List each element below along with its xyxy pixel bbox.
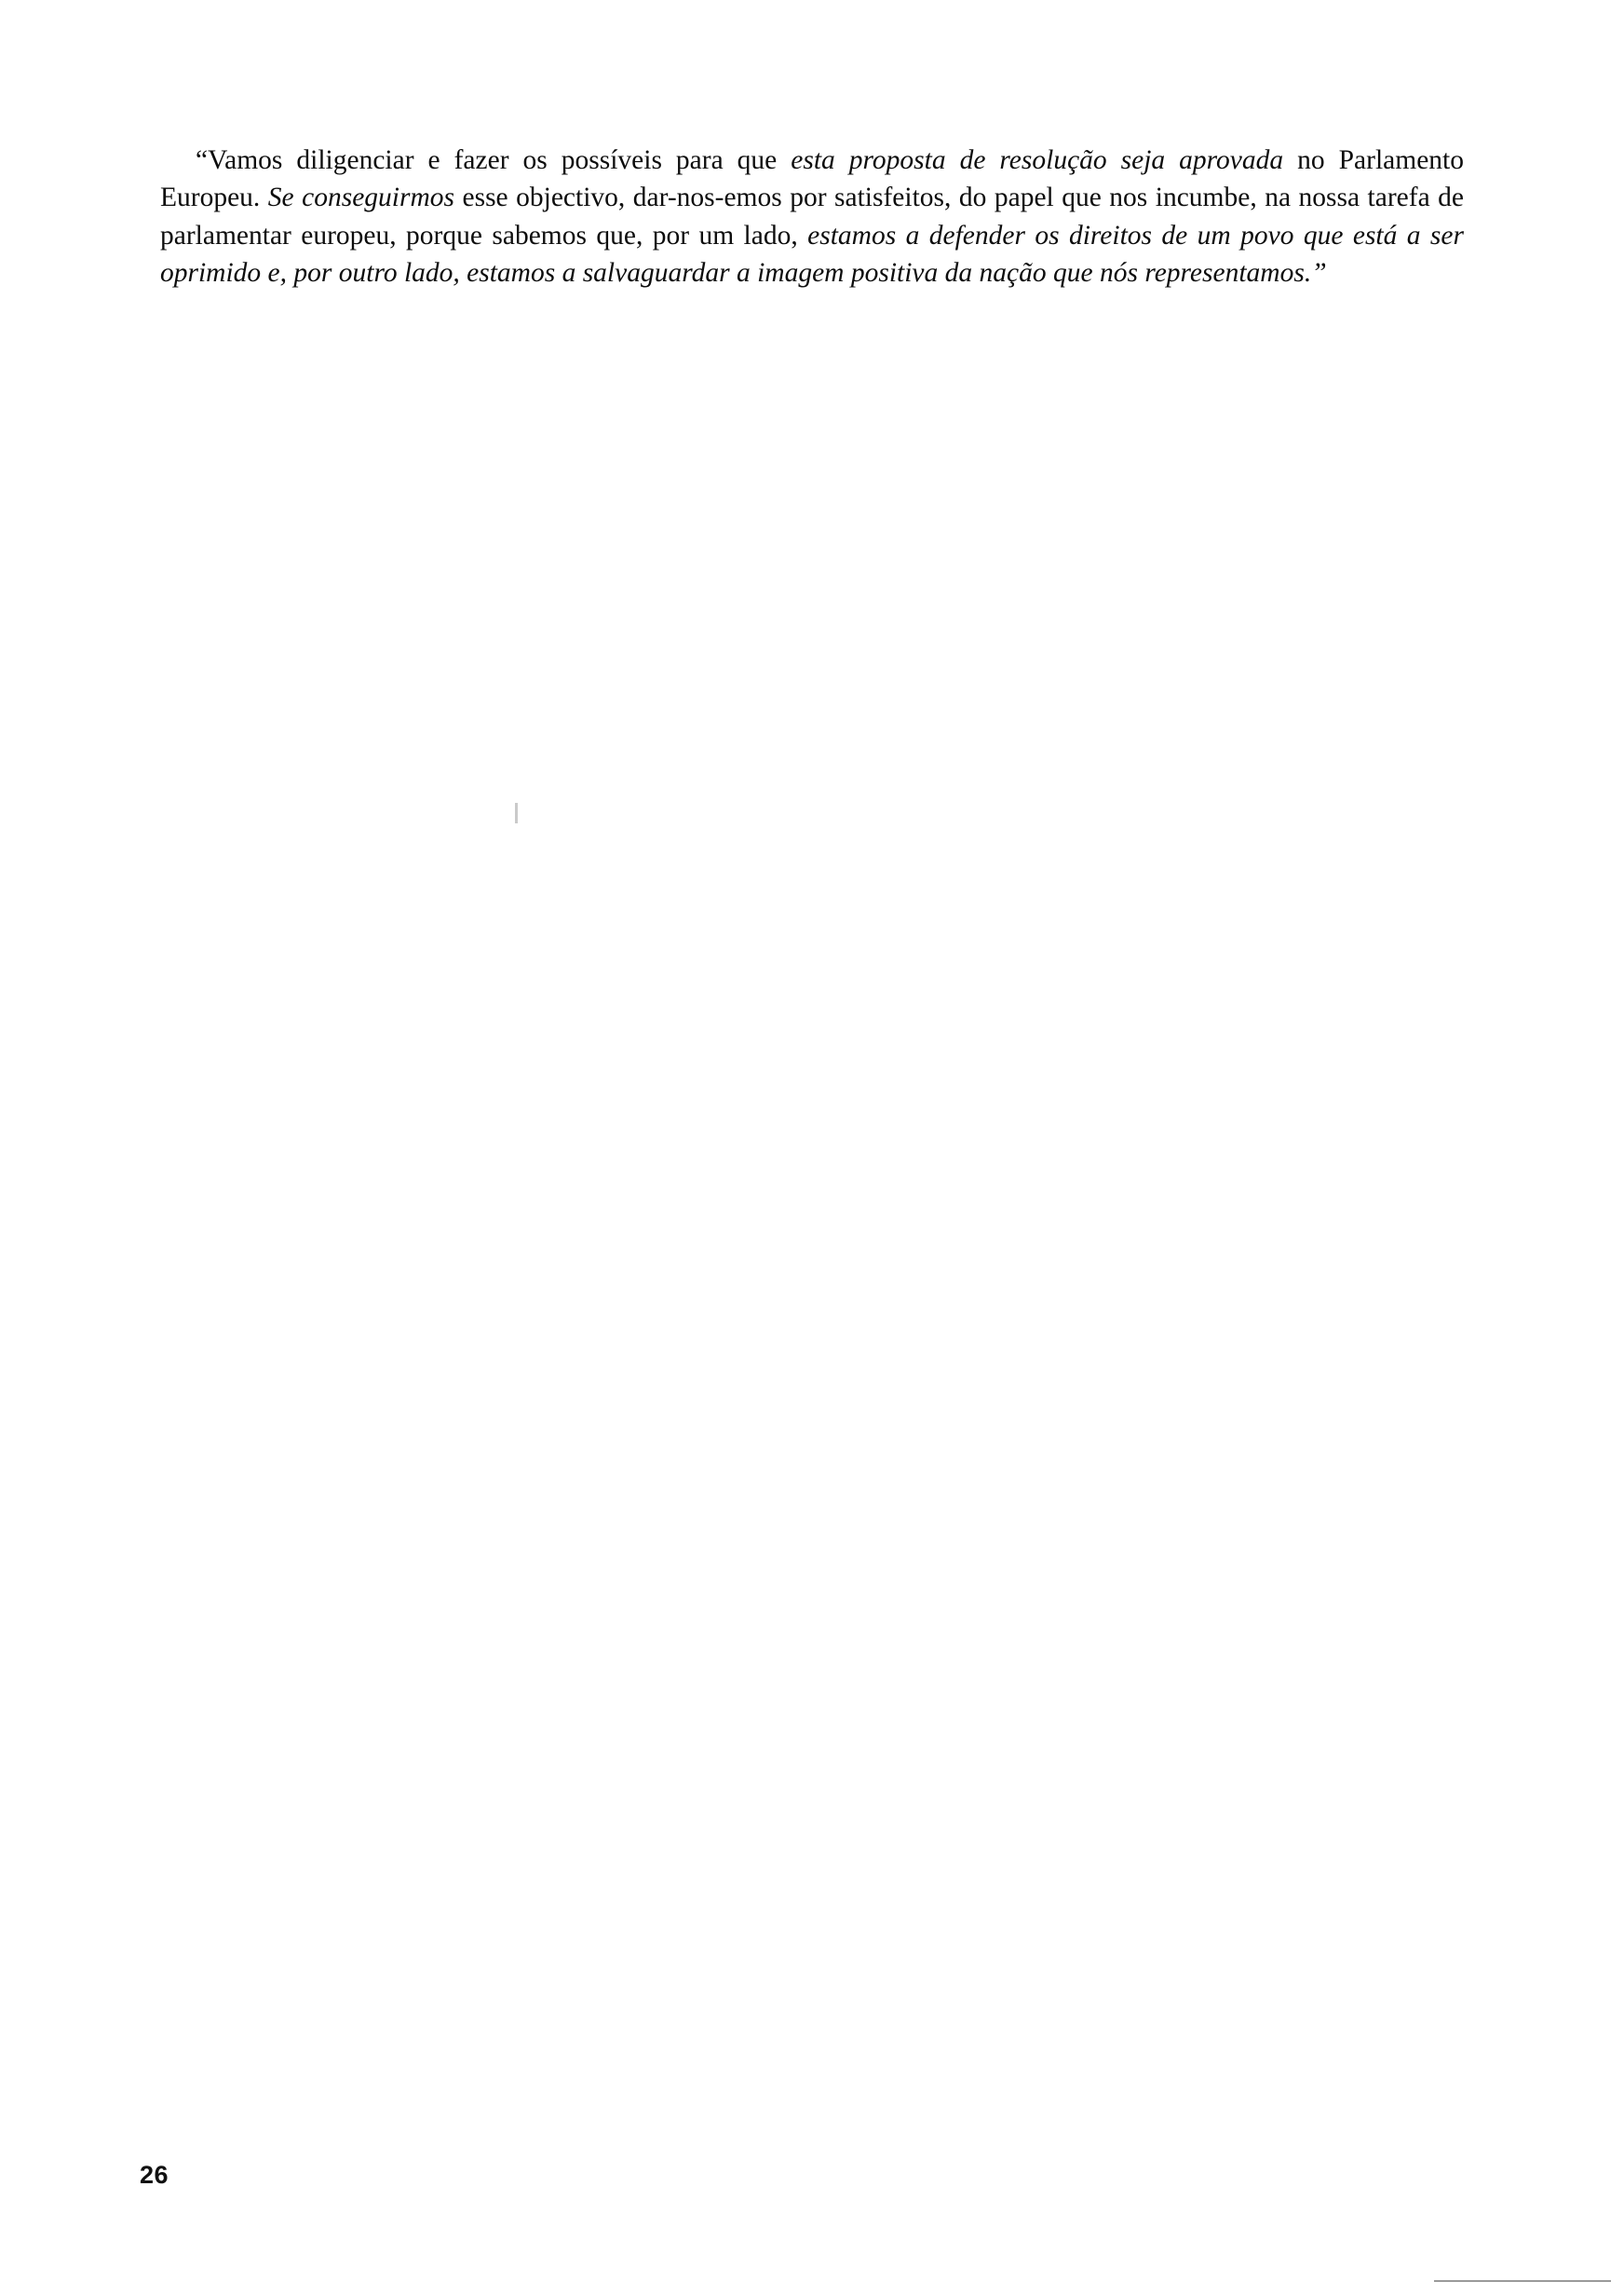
bottom-edge-rule bbox=[1434, 2280, 1611, 2282]
quote-paragraph bbox=[160, 142, 1464, 292]
page-number: 26 bbox=[140, 2161, 169, 2189]
quote-segment-1: Vamos diligenciar e fazer os possíveis para que bbox=[208, 145, 792, 175]
quote-segment-5: esse objectivo, dar-nos-emos por satisfeitos, do papel que nos incumbe, na nossa tarefa de parlamentar europeu, porque sabemos que, por um lado, bbox=[160, 183, 1465, 251]
body-text-block bbox=[160, 142, 1464, 292]
quote-open-mark: “ bbox=[196, 145, 209, 175]
quote-segment-4-italic: Se conseguirmos bbox=[267, 183, 455, 213]
quote-close-mark: ” bbox=[1311, 258, 1327, 289]
quote-segment-6-italic: estamos a defender os direitos de um povo que está a ser oprimido e, por outro lado, estamos a salvaguardar a imagem positiva da nação que nós representamos. bbox=[160, 220, 1464, 289]
quote-segment-2-italic: esta proposta de resolução seja aprovada bbox=[791, 145, 1284, 175]
scan-artifact-mark bbox=[515, 803, 518, 823]
quote-segment-3: no Parlamento Europeu. bbox=[160, 145, 1464, 213]
